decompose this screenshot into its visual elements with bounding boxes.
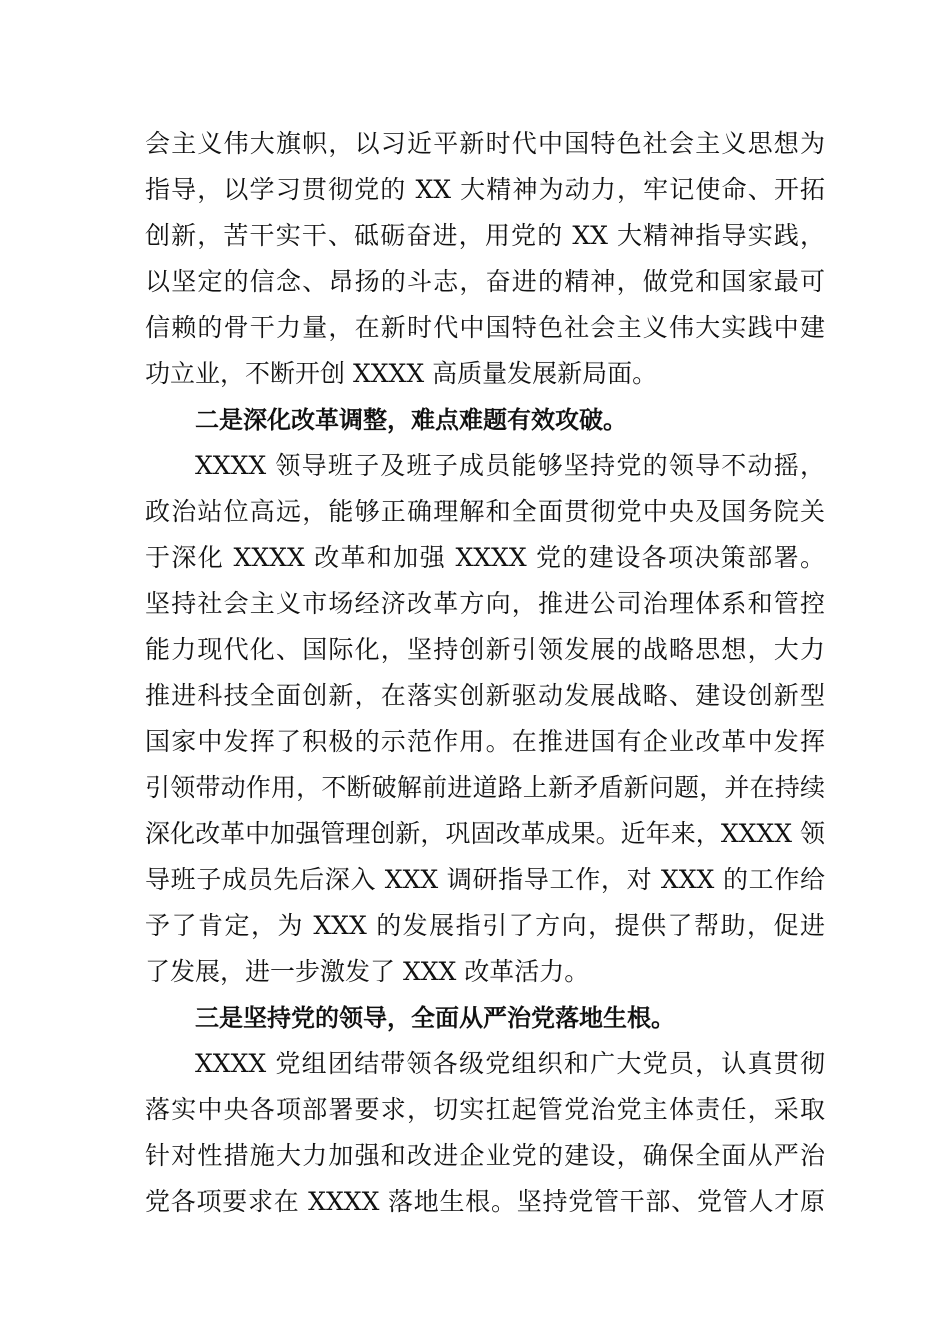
para2-line-2: 政治站位高远，能够正确理解和全面贯彻党中央及国务院关 — [145, 497, 825, 526]
section-heading-2: 二是深化改革调整，难点难题有效攻破。 — [195, 406, 627, 434]
para2-line-9: 深化改革中加强管理创新，巩固改革成果。近年来，XXXX 领 — [145, 819, 825, 848]
para1-line-1: 会主义伟大旗帜，以习近平新时代中国特色社会主义思想为 — [145, 129, 825, 158]
para2-line-5: 能力现代化、国际化，坚持创新引领发展的战略思想，大力 — [145, 635, 825, 664]
para2-line-8: 引领带动作用，不断破解前进道路上新矛盾新问题，并在持续 — [145, 773, 825, 802]
para1-line-6: 功立业，不断开创 XXXX 高质量发展新局面。 — [145, 359, 658, 388]
para2-line-3: 于深化 XXXX 改革和加强 XXXX 党的建设各项决策部署。 — [145, 543, 825, 572]
para1-line-2: 指导，以学习贯彻党的 XX 大精神为动力，牢记使命、开拓 — [145, 175, 825, 204]
para2-line-4: 坚持社会主义市场经济改革方向，推进公司治理体系和管控 — [145, 589, 825, 618]
para3-line-2: 落实中央各项部署要求，切实扛起管党治党主体责任，采取 — [145, 1095, 825, 1124]
para3-line-1: XXXX 党组团结带领各级党组织和广大党员，认真贯彻 — [195, 1049, 825, 1078]
para1-line-4: 以坚定的信念、昂扬的斗志，奋进的精神，做党和国家最可 — [145, 267, 825, 296]
para2-line-1: XXXX 领导班子及班子成员能够坚持党的领导不动摇， — [195, 451, 825, 480]
para2-line-12: 了发展，进一步激发了 XXX 改革活力。 — [145, 957, 590, 986]
para1-line-5: 信赖的骨干力量，在新时代中国特色社会主义伟大实践中建 — [145, 313, 825, 342]
para2-line-11: 予了肯定，为 XXX 的发展指引了方向，提供了帮助，促进 — [145, 911, 825, 940]
para1-line-3: 创新，苦干实干、砥砺奋进，用党的 XX 大精神指导实践， — [145, 221, 825, 250]
para3-line-3: 针对性措施大力加强和改进企业党的建设，确保全面从严治 — [145, 1141, 825, 1170]
para2-line-6: 推进科技全面创新，在落实创新驱动发展战略、建设创新型 — [145, 681, 825, 710]
para2-line-7: 国家中发挥了积极的示范作用。在推进国有企业改革中发挥 — [145, 727, 825, 756]
para3-line-4: 党各项要求在 XXXX 落地生根。坚持党管干部、党管人才原 — [145, 1187, 825, 1216]
section-heading-3: 三是坚持党的领导，全面从严治党落地生根。 — [195, 1004, 675, 1032]
para2-line-10: 导班子成员先后深入 XXX 调研指导工作，对 XXX 的工作给 — [145, 865, 825, 894]
document-body — [145, 121, 825, 1225]
